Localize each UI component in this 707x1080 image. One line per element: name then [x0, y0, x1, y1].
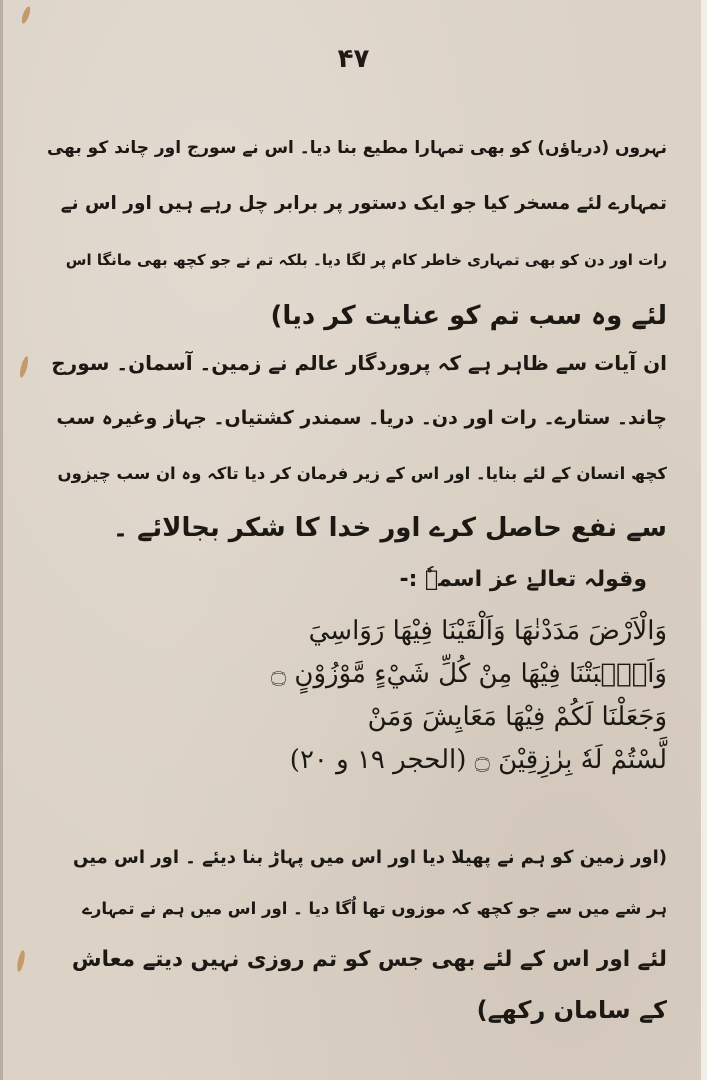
paragraph-1	[47, 120, 667, 344]
ink-stain-top	[20, 6, 32, 25]
ink-stain-bottom	[16, 950, 26, 973]
text-line: لئے وہ سب تم کو عنایت کر دیا)	[270, 301, 667, 331]
text-line: سے نفع حاصل کرے اور خدا کا شکر بجالائے ۔	[112, 513, 667, 543]
paragraph-2	[47, 336, 667, 556]
verse-line: وَالْاَرْضَ مَدَدْنٰهَا وَاَلْقَيْنَا فِيْهَا رَوَاسِيَ	[308, 616, 667, 646]
text-line: چاند۔ ستارے۔ رات اور دن۔ دریا۔ سمندر کشتیاں۔ جہاز وغیرہ سب	[56, 407, 667, 429]
text-line: تمہارے لئے مسخر کیا جو ایک دستور پر برابر چل رہے ہیں اور اس نے	[60, 193, 667, 214]
verse-heading	[87, 560, 647, 600]
text-line: رات اور دن کو بھی تمہاری خاطر کام پر لگا دیا۔ بلکہ تم نے جو کچھ بھی مانگا اس	[65, 251, 667, 269]
heading-line: وقولہ تعالےٰ عز اسمہٗ :-	[399, 567, 647, 592]
page-left-edge	[0, 0, 3, 1080]
ink-stain-middle	[18, 356, 29, 379]
text-line: لئے اور اس کے لئے بھی جس کو تم روزی نہیں دیتے معاش	[71, 947, 667, 972]
text-line: کچھ انسان کے لئے بنایا۔ اور اس کے زیر فرمان کر دیا تاکہ وہ ان سب چیزوں	[57, 464, 667, 483]
verse-line: وَاَنْۢبَتْنَا فِيْهَا مِنْ كُلِّ شَيْءٍ مَّوْزُوْنٍ ۝	[270, 659, 667, 689]
quranic-verse	[67, 610, 667, 782]
text-line: کے سامان رکھے)	[476, 996, 667, 1024]
text-line: ہر شے میں سے جو کچھ کہ موزوں تھا اُگا دیا ۔ اور اس میں ہم نے تمہارے	[82, 899, 667, 918]
paragraph-3-translation	[67, 832, 667, 1036]
text-line: نہروں (دریاؤں) کو بھی تمہارا مطیع بنا دیا۔ اس نے سورج اور چاند کو بھی	[46, 138, 667, 158]
verse-line: وَجَعَلْنَا لَكُمْ فِيْهَا مَعَايِشَ وَمَنْ	[367, 702, 667, 732]
verse-line: لَّسْتُمْ لَهٗ بِرٰزِقِيْنَ ۝ (الحجر ۱۹ و ۲۰)	[289, 745, 667, 775]
page-number: ۴۷	[337, 44, 370, 74]
page-right-edge	[701, 0, 707, 1080]
text-line: (اور زمین کو ہم نے پھیلا دیا اور اس میں پہاڑ بنا دیئے ۔ اور اس میں	[73, 847, 667, 868]
text-line: ان آیات سے ظاہر ہے کہ پروردگار عالم نے زمین۔ آسمان۔ سورج	[51, 351, 667, 375]
